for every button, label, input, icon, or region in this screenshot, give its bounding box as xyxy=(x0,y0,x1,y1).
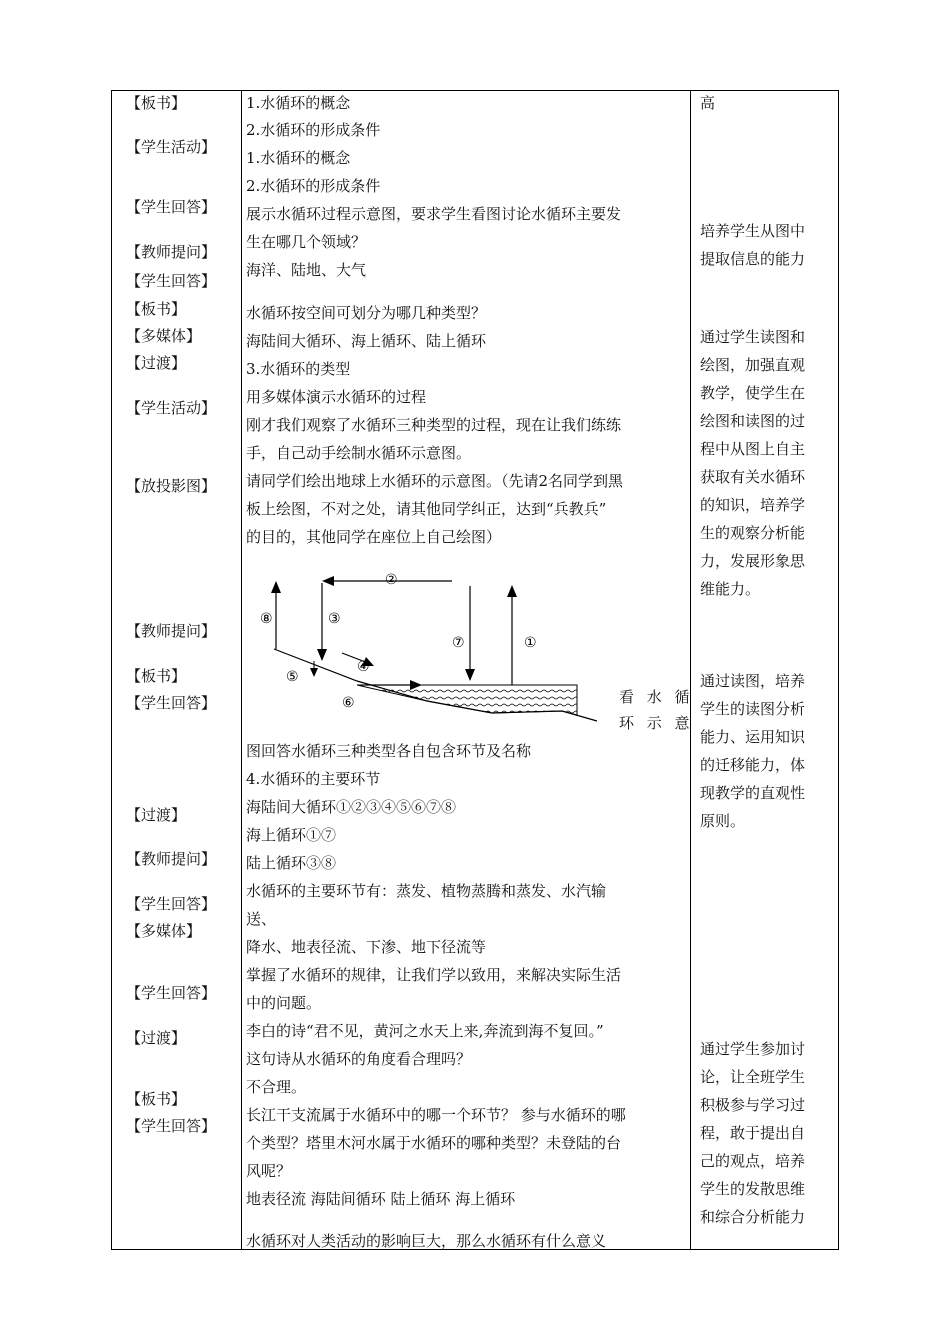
intent-line: 原则。 xyxy=(700,812,746,830)
label-5: ⑤ xyxy=(286,669,299,685)
content-line: 1.水循环的概念 xyxy=(246,149,351,167)
step-label: 【过渡】 xyxy=(126,806,187,824)
content-line: 生在哪几个领域？ xyxy=(246,233,367,251)
intent-line: 生的观察分析能 xyxy=(700,524,806,542)
label-3: ③ xyxy=(328,611,341,627)
intent-line: 学生的发散思维 xyxy=(700,1180,806,1198)
intent-line: 维能力。 xyxy=(700,580,761,598)
content-line: 板上绘图，不对之处，请其他同学纠正，达到“兵教兵” xyxy=(246,500,607,518)
label-6: ⑥ xyxy=(342,695,355,711)
intent-line: 通过学生参加讨 xyxy=(700,1040,806,1058)
step-label: 【多媒体】 xyxy=(126,327,202,345)
intent-line: 通过读图，培养 xyxy=(700,672,806,690)
intent-line: 绘图，加强直观 xyxy=(700,356,806,374)
content-line: 水循环的主要环节有：蒸发、植物蒸腾和蒸发、水汽输 xyxy=(246,882,607,900)
content-line: 不合理。 xyxy=(246,1078,307,1096)
content-line: 掌握了水循环的规律，让我们学以致用，来解决实际生活 xyxy=(246,966,622,984)
diagram-side-text: 环 示 意 xyxy=(619,714,694,732)
content-line: 2.水循环的形成条件 xyxy=(246,177,381,195)
content-line: 4.水循环的主要环节 xyxy=(246,770,381,788)
content-line: 的目的，其他同学在座位上自己绘图） xyxy=(246,528,502,546)
intent-line: 获取有关水循环 xyxy=(700,468,806,486)
intent-line: 培养学生从图中 xyxy=(700,222,806,240)
content-line: 降水、地表径流、下渗、地下径流等 xyxy=(246,938,487,956)
label-2: ② xyxy=(385,572,398,588)
intent-line: 的迁移能力，体 xyxy=(700,756,806,774)
step-label: 【教师提问】 xyxy=(126,850,217,868)
intent-line: 程中从图上自主 xyxy=(700,440,806,458)
content-line: 个类型？塔里木河水属于水循环的哪种类型？未登陆的台 xyxy=(246,1134,622,1152)
content-line: 海洋、陆地、大气 xyxy=(246,261,367,279)
intent-line: 绘图和读图的过 xyxy=(700,412,806,430)
content-line: 水循环按空间可划分为哪几种类型？ xyxy=(246,304,487,322)
step-label: 【放投影图】 xyxy=(126,477,217,495)
intent-line: 教学，使学生在 xyxy=(700,384,806,402)
content-line: 风呢？ xyxy=(246,1162,292,1180)
label-1: ① xyxy=(524,635,537,651)
intent-line: 学生的读图分析 xyxy=(700,700,806,718)
intent-line: 提取信息的能力 xyxy=(700,250,806,268)
step-label: 【学生回答】 xyxy=(126,984,217,1002)
step-label: 【学生回答】 xyxy=(126,198,217,216)
step-label: 【学生回答】 xyxy=(126,272,217,290)
step-label: 【学生回答】 xyxy=(126,1117,217,1135)
content-line: 3.水循环的类型 xyxy=(246,360,351,378)
intent-line: 积极参与学习过 xyxy=(700,1096,806,1114)
step-label: 【板书】 xyxy=(126,667,187,685)
content-line: 李白的诗“君不见，黄河之水天上来,奔流到海不复回。” xyxy=(246,1022,604,1040)
lesson-plan-table xyxy=(111,90,839,1250)
diagram-side-text: 看 水 循 xyxy=(619,688,694,706)
label-8: ⑧ xyxy=(260,611,273,627)
step-label: 【教师提问】 xyxy=(126,622,217,640)
step-label: 【板书】 xyxy=(126,300,187,318)
step-label: 【学生回答】 xyxy=(126,694,217,712)
intent-line: 论，让全班学生 xyxy=(700,1068,806,1086)
sea-body xyxy=(357,685,577,715)
intent-line: 力，发展形象思 xyxy=(700,552,806,570)
content-line: 图回答水循环三种类型各自包含环节及名称 xyxy=(246,742,532,760)
content-line: 地表径流 海陆间循环 陆上循环 海上循环 xyxy=(246,1190,516,1208)
content-line: 用多媒体演示水循环的过程 xyxy=(246,388,427,406)
intent-line: 现教学的直观性 xyxy=(700,784,806,802)
step-label: 【教师提问】 xyxy=(126,243,217,261)
content-line: 海陆间大循环①②③④⑤⑥⑦⑧ xyxy=(246,798,457,816)
content-line: 这句诗从水循环的角度看合理吗？ xyxy=(246,1050,472,1068)
intent-line: 程，敢于提出自 xyxy=(700,1124,806,1142)
intent-line: 通过学生读图和 xyxy=(700,328,806,346)
label-4: ④ xyxy=(357,659,370,675)
step-label: 【学生回答】 xyxy=(126,895,217,913)
step-label: 【学生活动】 xyxy=(126,399,217,417)
content-line: 2.水循环的形成条件 xyxy=(246,121,381,139)
step-label: 【过渡】 xyxy=(126,354,187,372)
column-divider xyxy=(241,91,242,1249)
step-label: 【板书】 xyxy=(126,94,187,112)
content-line: 送、 xyxy=(246,910,277,928)
step-label: 【多媒体】 xyxy=(126,922,202,940)
intent-line: 能力、运用知识 xyxy=(700,728,806,746)
content-line: 水循环对人类活动的影响巨大，那么水循环有什么意义 xyxy=(246,1232,607,1250)
intent-line: 高 xyxy=(700,94,716,112)
content-line: 请同学们绘出地球上水循环的示意图。（先请2名同学到黑 xyxy=(246,472,624,490)
label-7: ⑦ xyxy=(452,635,465,651)
step-label: 【板书】 xyxy=(126,1090,187,1108)
content-line: 陆上循环③⑧ xyxy=(246,854,337,872)
intent-line: 的知识，培养学 xyxy=(700,496,806,514)
content-line: 中的问题。 xyxy=(246,994,322,1012)
content-line: 展示水循环过程示意图，要求学生看图讨论水循环主要发 xyxy=(246,205,622,223)
intent-line: 己的观点，培养 xyxy=(700,1152,806,1170)
content-line: 1.水循环的概念 xyxy=(246,94,351,112)
content-line: 长江干支流属于水循环中的哪一个环节？ 参与水循环的哪 xyxy=(246,1106,626,1124)
step-label: 【学生活动】 xyxy=(126,138,217,156)
content-line: 手，自己动手绘制水循环示意图。 xyxy=(246,444,472,462)
content-line: 海陆间大循环、海上循环、陆上循环 xyxy=(246,332,487,350)
content-line: 刚才我们观察了水循环三种类型的过程，现在让我们练练 xyxy=(246,416,622,434)
content-line: 海上循环①⑦ xyxy=(246,826,337,844)
intent-line: 和综合分析能力 xyxy=(700,1208,806,1226)
step-label: 【过渡】 xyxy=(126,1029,187,1047)
